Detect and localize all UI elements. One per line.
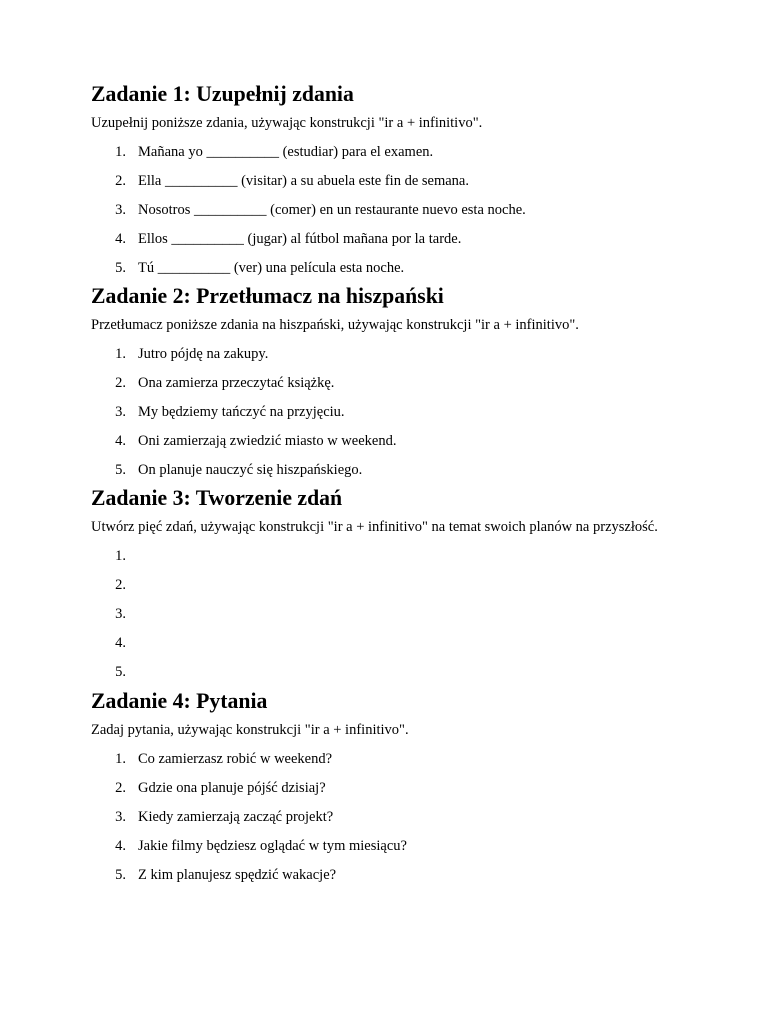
item-number: 4. [115,838,126,854]
item-text: Nosotros __________ (comer) en un restaurante nuevo esta noche. [138,202,526,218]
item-text: Z kim planujesz spędzić wakacje? [138,867,337,883]
task-1-list [91,142,668,278]
list-item [91,778,668,798]
item-text: Mañana yo __________ (estudiar) para el examen. [138,144,434,160]
list-item [91,604,668,624]
task-2-instruction: Przetłumacz poniższe zdania na hiszpański, używając konstrukcji "ir a + infinitivo". [91,317,579,333]
item-number: 5. [115,867,126,883]
item-text: Ona zamierza przeczytać książkę. [138,375,335,391]
list-item [91,344,668,364]
item-text: Kiedy zamierzają zacząć projekt? [138,809,334,825]
item-text: Ellos __________ (jugar) al fútbol mañana por la tarde. [138,231,462,247]
list-item [91,662,668,682]
item-text: Co zamierzasz robić w weekend? [138,751,333,767]
item-number: 1. [115,144,126,160]
list-item [91,460,668,480]
item-number: 2. [115,780,126,796]
item-number: 3. [115,809,126,825]
list-item [91,575,668,595]
task-4-list [91,749,668,885]
item-text: Oni zamierzają zwiedzić miasto w weekend. [138,433,397,449]
list-item [91,402,668,422]
item-number: 3. [115,404,126,420]
item-number: 5. [115,462,126,478]
item-number: 1. [115,548,126,564]
task-2-title: Zadanie 2: Przetłumacz na hiszpański [91,284,444,308]
list-item [91,431,668,451]
item-number: 4. [115,635,126,651]
list-item [91,546,668,566]
item-number: 2. [115,577,126,593]
list-item [91,229,668,249]
task-1-instruction: Uzupełnij poniższe zdania, używając konstrukcji "ir a + infinitivo". [91,115,483,131]
list-item [91,171,668,191]
item-text: Jutro pójdę na zakupy. [138,346,269,362]
item-number: 4. [115,433,126,449]
item-number: 3. [115,606,126,622]
item-text: Ella __________ (visitar) a su abuela este fin de semana. [138,173,469,189]
list-item [91,373,668,393]
task-2-list [91,344,668,480]
list-item [91,142,668,162]
task-4-title: Zadanie 4: Pytania [91,689,268,713]
item-number: 1. [115,346,126,362]
item-text: Gdzie ona planuje pójść dzisiaj? [138,780,326,796]
task-3-list [91,546,668,682]
item-text: Tú __________ (ver) una película esta noche. [138,260,405,276]
item-number: 5. [115,260,126,276]
item-number: 5. [115,664,126,680]
item-number: 4. [115,231,126,247]
item-number: 2. [115,375,126,391]
item-text: Jakie filmy będziesz oglądać w tym miesiącu? [138,838,407,854]
list-item [91,258,668,278]
item-number: 1. [115,751,126,767]
list-item [91,865,668,885]
item-number: 2. [115,173,126,189]
task-4 [91,691,668,885]
task-3-title: Zadanie 3: Tworzenie zdań [91,486,343,510]
item-text: On planuje nauczyć się hiszpańskiego. [138,462,363,478]
list-item [91,633,668,653]
task-1 [91,84,668,278]
task-4-instruction: Zadaj pytania, używając konstrukcji "ir a + infinitivo". [91,722,409,738]
task-2 [91,286,668,480]
task-3 [91,488,668,682]
task-3-instruction: Utwórz pięć zdań, używając konstrukcji "ir a + infinitivo" na temat swoich planów na przyszłość. [91,519,658,535]
item-text: My będziemy tańczyć na przyjęciu. [138,404,345,420]
item-number: 3. [115,202,126,218]
list-item [91,836,668,856]
list-item [91,807,668,827]
list-item [91,749,668,769]
list-item [91,200,668,220]
task-1-title: Zadanie 1: Uzupełnij zdania [91,82,354,106]
